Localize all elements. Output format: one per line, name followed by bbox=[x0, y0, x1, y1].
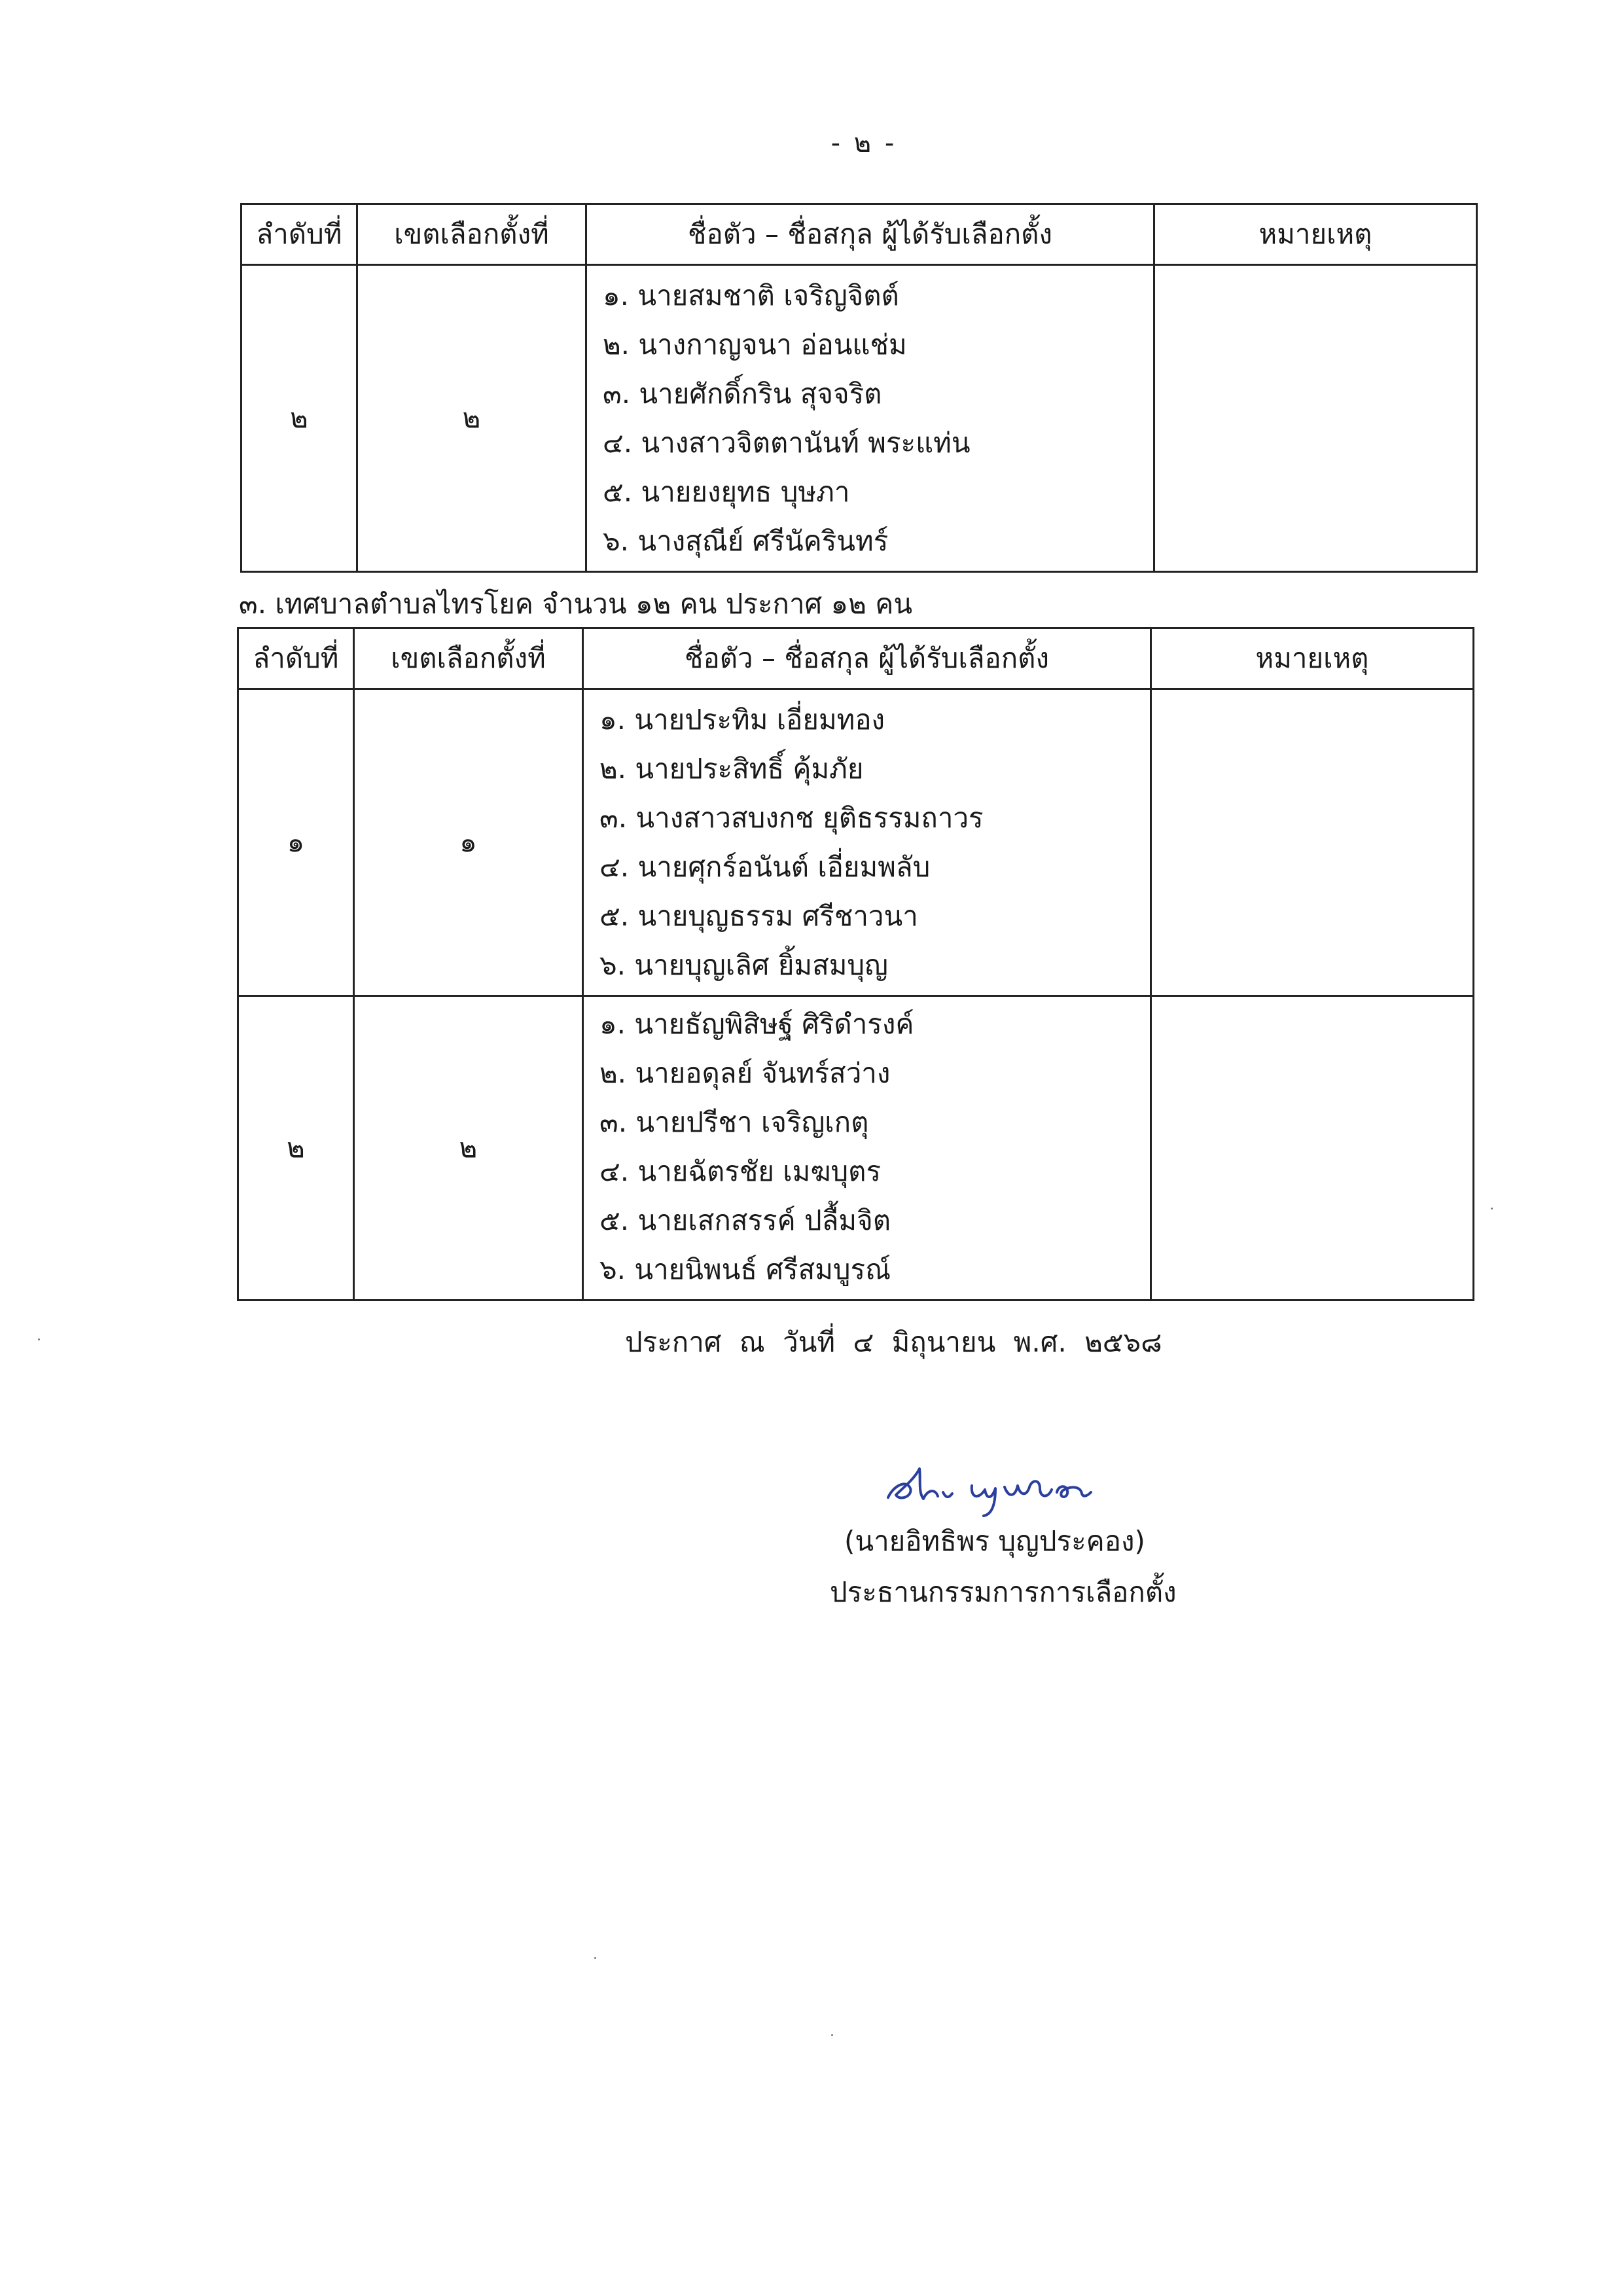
column-header-names: ชื่อตัว – ชื่อสกุล ผู้ได้รับเลือกตั้ง bbox=[583, 628, 1151, 689]
results-table-1 bbox=[240, 203, 1478, 573]
elected-name: ๔. นายศุกร์อนันต์ เอี่ยมพลับ bbox=[599, 851, 931, 883]
elected-name: ๑. นายสมชาติ เจริญจิตต์ bbox=[603, 279, 899, 312]
district-cell: ๒ bbox=[357, 265, 586, 572]
elected-name: ๑. นายธัญพิสิษฐ์ ศิริดำรงค์ bbox=[599, 1008, 914, 1040]
order-cell: ๑ bbox=[238, 689, 354, 996]
handwritten-signature bbox=[880, 1460, 1096, 1518]
elected-name: ๒. นายอดุลย์ จันทร์สว่าง bbox=[599, 1057, 891, 1089]
scan-speck bbox=[831, 2034, 833, 2036]
column-header-district: เขตเลือกตั้งที่ bbox=[354, 628, 583, 689]
names-cell bbox=[583, 996, 1151, 1300]
elected-name: ๕. นายยงยุทธ บุษภา bbox=[603, 476, 850, 508]
column-header-order: ลำดับที่ bbox=[241, 204, 357, 265]
elected-name: ๖. นางสุณีย์ ศรีนัครินทร์ bbox=[603, 525, 889, 557]
table-row bbox=[238, 996, 1474, 1300]
column-header-remarks: หมายเหตุ bbox=[1151, 628, 1474, 689]
section-3-heading: ๓. เทศบาลตำบลไทรโยค จำนวน ๑๒ คน ประกาศ ๑๒ คน bbox=[239, 588, 913, 620]
scan-speck bbox=[594, 1957, 596, 1959]
remarks-cell bbox=[1154, 265, 1477, 572]
signer-name: (นายอิทธิพร บุญประคอง) bbox=[844, 1525, 1145, 1557]
district-cell: ๒ bbox=[354, 996, 583, 1300]
elected-name: ๖. นายนิพนธ์ ศรีสมบูรณ์ bbox=[599, 1253, 891, 1285]
elected-name: ๕. นายเสกสรรค์ ปลื้มจิต bbox=[599, 1204, 891, 1236]
table-row bbox=[238, 689, 1474, 996]
elected-name: ๒. นางกาญจนา อ่อนแช่ม bbox=[603, 329, 907, 361]
table-row bbox=[241, 265, 1477, 572]
announcement-date: ประกาศ ณ วันที่ ๔ มิถุนายน พ.ศ. ๒๕๖๘ bbox=[625, 1326, 1162, 1358]
column-header-names: ชื่อตัว – ชื่อสกุล ผู้ได้รับเลือกตั้ง bbox=[586, 204, 1154, 265]
elected-name: ๑. นายประทิม เอี่ยมทอง bbox=[599, 704, 885, 736]
signer-title: ประธานกรรมการการเลือกตั้ง bbox=[830, 1576, 1177, 1608]
remarks-cell bbox=[1151, 689, 1474, 996]
table-header-row bbox=[241, 204, 1477, 265]
elected-name: ๕. นายบุญธรรม ศรีชาวนา bbox=[599, 900, 918, 932]
scan-speck bbox=[38, 1338, 40, 1340]
scan-speck bbox=[1491, 1208, 1493, 1210]
table-header-row bbox=[238, 628, 1474, 689]
elected-name: ๓. นางสาวสบงกช ยุติธรรมถาวร bbox=[599, 802, 984, 834]
elected-name: ๒. นายประสิทธิ์ คุ้มภัย bbox=[599, 753, 864, 785]
district-cell: ๑ bbox=[354, 689, 583, 996]
elected-name: ๔. นายฉัตรชัย เมฆบุตร bbox=[599, 1155, 882, 1187]
order-cell: ๒ bbox=[241, 265, 357, 572]
names-cell bbox=[583, 689, 1151, 996]
page-number: - ๒ - bbox=[830, 128, 897, 158]
column-header-remarks: หมายเหตุ bbox=[1154, 204, 1477, 265]
column-header-district: เขตเลือกตั้งที่ bbox=[357, 204, 586, 265]
elected-name: ๓. นายศักดิ์กริน สุจจริต bbox=[603, 378, 882, 410]
elected-name: ๔. นางสาวจิตตานันท์ พระแท่น bbox=[603, 427, 971, 459]
elected-name: ๓. นายปรีชา เจริญเกตุ bbox=[599, 1106, 869, 1138]
order-cell: ๒ bbox=[238, 996, 354, 1300]
elected-name: ๖. นายบุญเลิศ ยิ้มสมบุญ bbox=[599, 949, 888, 981]
results-table-2 bbox=[237, 627, 1474, 1301]
column-header-order: ลำดับที่ bbox=[238, 628, 354, 689]
names-cell bbox=[586, 265, 1154, 572]
remarks-cell bbox=[1151, 996, 1474, 1300]
